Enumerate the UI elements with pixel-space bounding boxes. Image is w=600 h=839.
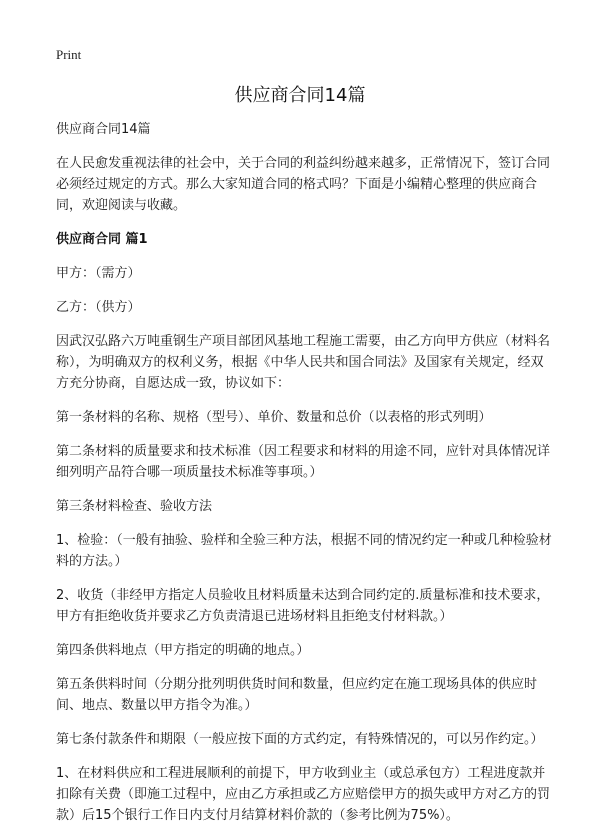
paragraph: 1、检验：（一般有抽验、验样和全验三种方法，根据不同的情况约定一种或几种检验材料的方法。） xyxy=(56,533,552,569)
section-heading: 供应商合同 篇1 xyxy=(56,232,148,247)
document-subtitle: 供应商合同14篇 xyxy=(56,122,151,137)
document-body xyxy=(56,119,552,839)
paragraph: 第四条供料地点（甲方指定的明确的地点。） xyxy=(56,643,310,658)
print-label: Print xyxy=(56,47,82,62)
paragraph: 甲方：（需方） xyxy=(56,266,141,281)
paragraph: 第三条材料检查、验收方法 xyxy=(56,499,213,514)
paragraph: 第一条材料的名称、规格（型号）、单价、数量和总价（以表格的形式列明） xyxy=(56,410,492,425)
paragraph: 第五条供料时间（分期分批列明供货时间和数量，但应约定在施工现场具体的供应时间、地点、数量以甲方指令为准。） xyxy=(56,677,538,713)
paragraph: 在人民愈发重视法律的社会中，关于合同的利益纠纷越来越多，正常情况下，签订合同必须经过规定的方式。那么大家知道合同的格式吗？下面是小编精心整理的供应商合同，欢迎阅读与收藏。 xyxy=(56,156,551,213)
paragraph: 1、在材料供应和工程进展顺利的前提下，甲方收到业主（或总承包方）工程进度款并扣除有关费（即施工过程中，应由乙方承担或乙方应赔偿甲方的损失或甲方对乙方的罚款）后15个银行工作日内支付月结算材料价款的（参考比例为75%）。 xyxy=(56,766,551,823)
paragraph: 第七条付款条件和期限（一般应按下面的方式约定，有特殊情况的，可以另作约定。） xyxy=(56,732,544,747)
document-title: 供应商合同14篇 xyxy=(234,85,366,106)
paragraph: 乙方：（供方） xyxy=(56,300,141,315)
paragraph: 第二条材料的质量要求和技术标准（因工程要求和材料的用途不同，应针对具体情况详细列明产品符合哪一项质量技术标准等事项。） xyxy=(56,444,551,480)
paragraph: 因武汉弘路六万吨重钢生产项目部团风基地工程施工需要，由乙方向甲方供应（材料名称），为明确双方的权利义务，根据《中华人民共和国合同法》及国家有关规定，经双方充分协商，自愿达成一致，协议如下： xyxy=(56,334,551,391)
paragraph: 2、收货（非经甲方指定人员验收且材料质量未达到合同约定的.质量标准和技术要求，甲方有拒绝收货并要求乙方负责清退已进场材料且拒绝支付材料款。） xyxy=(56,588,550,624)
